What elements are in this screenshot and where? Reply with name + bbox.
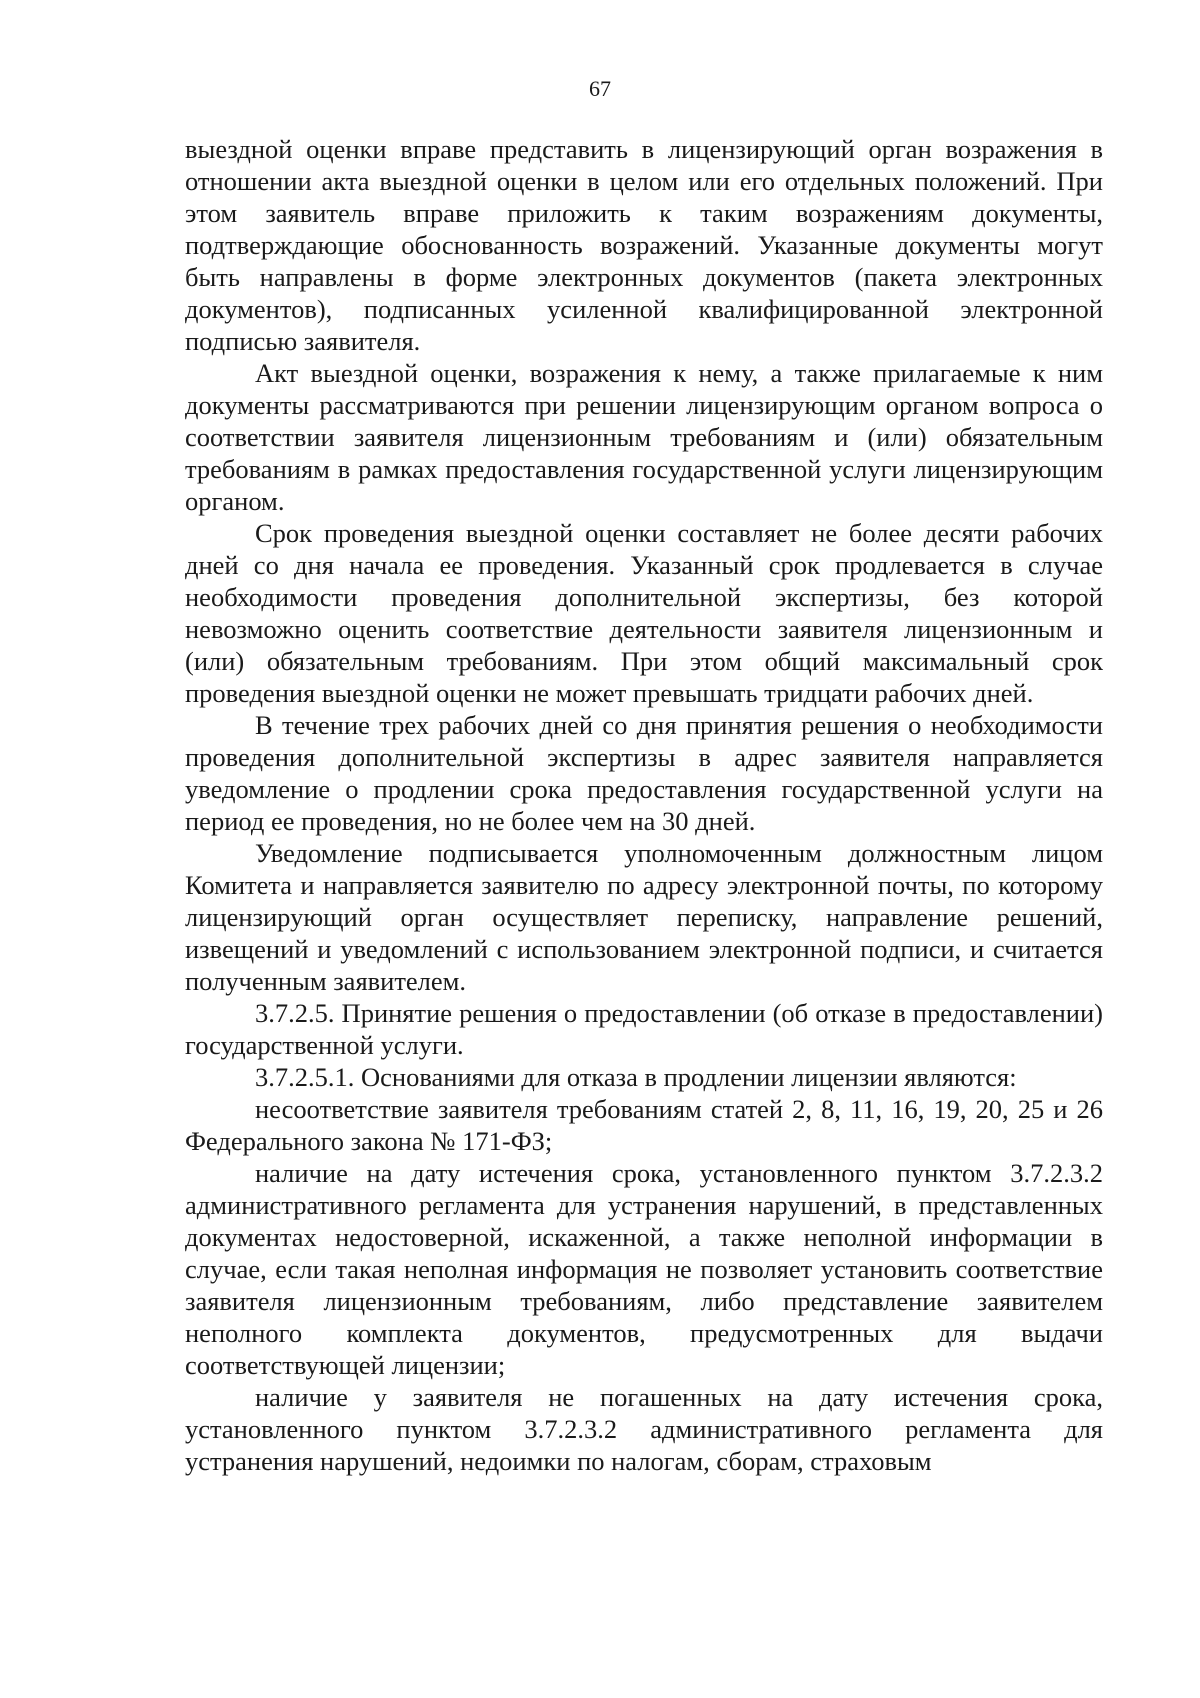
paragraph-objections: выездной оценки вправе представить в лицензирующий орган возражения в отношении акта выездной оценки в целом или его отдельных положений. При этом заявитель вправе приложить к таким возражениям документы, подтверждающие обоснованность возражений. Указанные документы могут быть направлены в форме электронных документов (пакета электронных документов), подписанных усиленной квалифицированной электронной подписью заявителя. <box>185 134 1103 356</box>
paragraph-notice-signing: Уведомление подписывается уполномоченным должностным лицом Комитета и направляется заявителю по адресу электронной почты, по которому лицензирующий орган осуществляет переписку, направление решений, извещений и уведомлений с использованием электронной подписи, и считается полученным заявителем. <box>185 838 1103 996</box>
paragraph-ground-false-info: наличие на дату истечения срока, установленного пунктом 3.7.2.3.2 административного регламента для устранения нарушений, в представленных документах недостоверной, искаженной, а также неполной информации в случае, если такая неполная информация не позволяет установить соответствие заявителя лицензионным требованиям, либо представление заявителем неполного комплекта документов, предусмотренных для выдачи соответствующей лицензии; <box>185 1158 1103 1380</box>
paragraph-ground-arrears: наличие у заявителя не погашенных на дату истечения срока, установленного пунктом 3.7.2.3.2 административного регламента для устранения нарушений, недоимки по налогам, сборам, страховым <box>185 1382 1103 1476</box>
page-number: 67 <box>589 76 611 101</box>
paragraph-extension-notice: В течение трех рабочих дней со дня принятия решения о необходимости проведения дополнительной экспертизы в адрес заявителя направляется уведомление о продлении срока предоставления государственной услуги на период ее проведения, но не более чем на 30 дней. <box>185 710 1103 836</box>
paragraph-inspection-act: Акт выездной оценки, возражения к нему, а также прилагаемые к ним документы рассматриваются при решении лицензирующим органом вопроса о соответствии заявителя лицензионным требованиям и (или) обязательным требованиям в рамках предоставления государственной услуги лицензирующим органом. <box>185 358 1103 516</box>
paragraph-ground-noncompliance: несоответствие заявителя требованиям статей 2, 8, 11, 16, 19, 20, 25 и 26 Федерального закона № 171-ФЗ; <box>185 1094 1103 1156</box>
document-body <box>185 133 1103 1477</box>
paragraph-section-3-7-2-5: 3.7.2.5. Принятие решения о предоставлении (об отказе в предоставлении) государственной услуги. <box>185 998 1103 1060</box>
paragraph-inspection-term: Срок проведения выездной оценки составляет не более десяти рабочих дней со дня начала ее проведения. Указанный срок продлевается в случае необходимости проведения дополнительной экспертизы, без которой невозможно оценить соответствие деятельности заявителя лицензионным и (или) обязательным требованиям. При этом общий максимальный срок проведения выездной оценки не может превышать тридцати рабочих дней. <box>185 518 1103 708</box>
paragraph-section-3-7-2-5-1: 3.7.2.5.1. Основаниями для отказа в продлении лицензии являются: <box>255 1062 1017 1092</box>
